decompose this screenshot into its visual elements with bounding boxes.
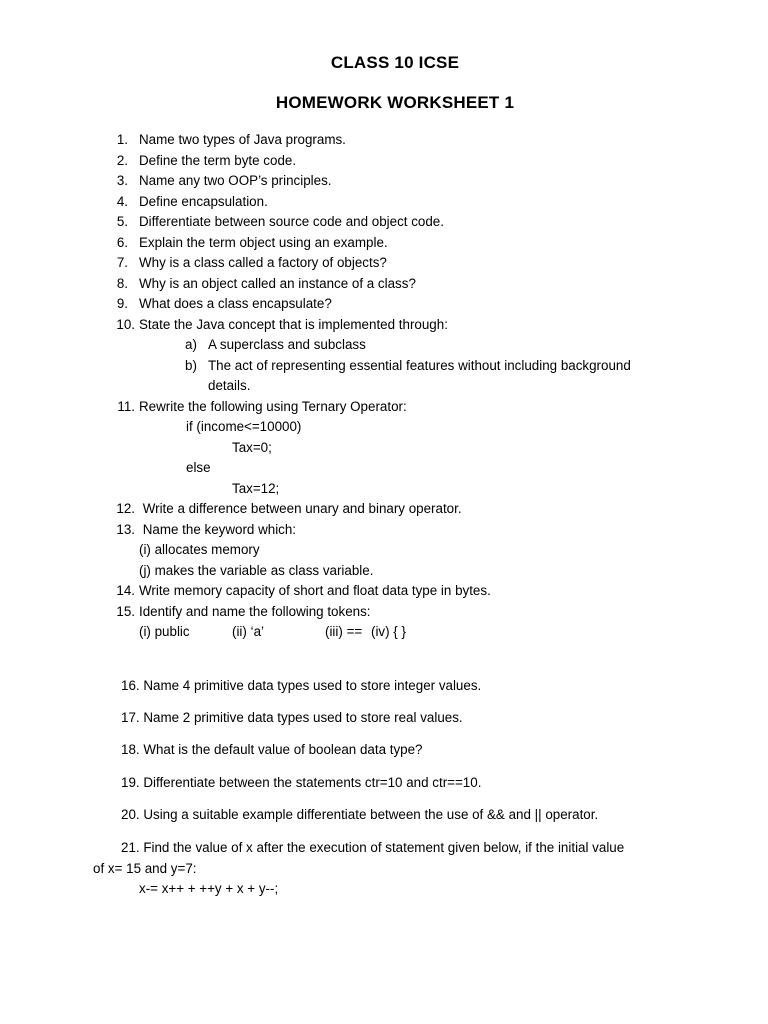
worksheet-title: HOMEWORK WORKSHEET 1 <box>275 93 515 112</box>
question-10-sub-b-continued: details. <box>208 378 251 393</box>
question-13-sub-j: (j) makes the variable as class variable. <box>139 563 374 578</box>
question-18: 18. What is the default value of boolean data type? <box>121 742 423 757</box>
code-else: else <box>186 460 211 475</box>
class-title: CLASS 10 ICSE <box>330 53 460 72</box>
question-21-continued: of x= 15 and y=7: <box>93 861 197 876</box>
question-21-code: x-= x++ + ++y + x + y--; <box>139 881 279 896</box>
code-tax-twelve: Tax=12; <box>232 481 280 496</box>
worksheet-page: CLASS 10 ICSE HOMEWORK WORKSHEET 1 1. Name two types of Java programs. 2. Define the term byte code. 3. Name any two OOP’s principles. 4. Define encapsulation. 5. Differentiate between source code and object code. 6. Explain the term object using an example. 7. Why is a class called a factory of objects? 8. Why is an object called an instance of a class? 9. What does a class encapsulate? 10. State the Java concept that is implemented through: a) A superclass and subclass b) The act of representing essential features without including background details. 11. Rewrite the following using Ternary Operator: if (income<=10000) Tax=0; else Tax=12; 12. Write a difference between unary and binary operator. 13. Name the keyword which: (i) allocates memory (j) makes the variable as class variable. 14. Write memory capacity of short and float data type in bytes. 15. Identify and name the following tokens: (i) public (ii) ‘a’ (iii) == (iv) { } 16. Name 4 primitive data types used to store integer values. 17. Name 2 primitive data types used to store real values. 18. What is the default value of boolean data type? 19. Differentiate between the statements ctr=10 and ctr==10. 20. Using a suitable example differentiate between the use of && and || operator. 21. Find the value of x after the execution of statement given below, if the initial value of x= 15 and y=7: x-= x++ + ++y + x + y--; <box>0 0 768 1024</box>
question-16: 16. Name 4 primitive data types used to store integer values. <box>121 678 482 693</box>
question-19: 19. Differentiate between the statements ctr=10 and ctr==10. <box>121 775 482 790</box>
question-13-sub-i: (i) allocates memory <box>139 542 260 557</box>
code-tax-zero: Tax=0; <box>232 440 272 455</box>
question-20: 20. Using a suitable example differentiate between the use of && and || operator. <box>121 807 599 822</box>
question-21: 21. Find the value of x after the execution of statement given below, if the initial value <box>121 840 625 855</box>
code-if: if (income<=10000) <box>186 419 302 434</box>
question-17: 17. Name 2 primitive data types used to store real values. <box>121 710 463 725</box>
